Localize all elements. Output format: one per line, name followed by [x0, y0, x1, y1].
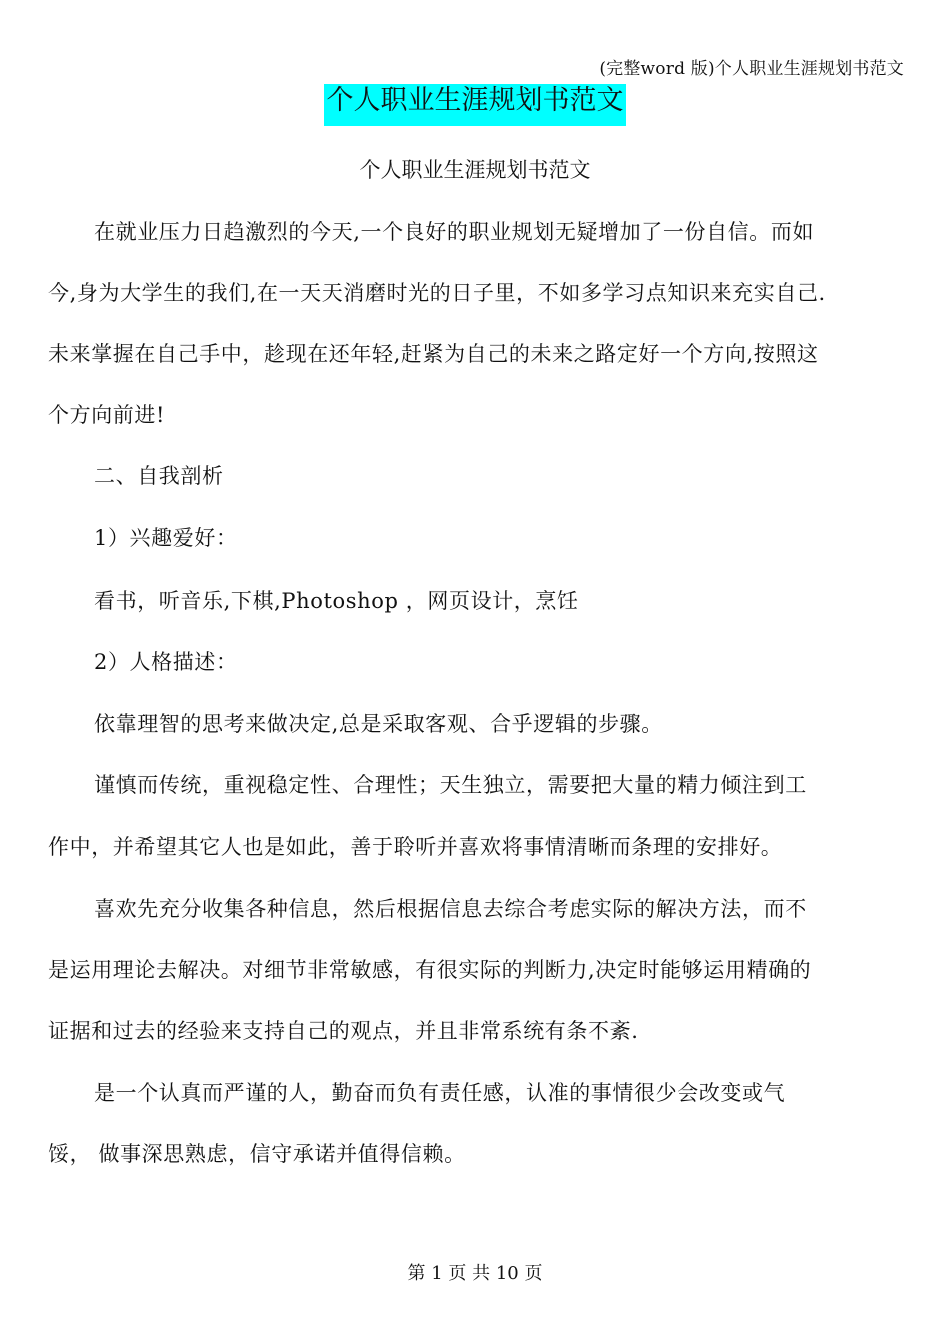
subsection-heading: 2）人格描述：: [94, 650, 238, 674]
paragraph-line: 作中，并希望其它人也是如此，善于聆听并喜欢将事情清晰而条理的安排好。: [48, 835, 783, 859]
running-header: (完整word 版)个人职业生涯规划书范文: [599, 59, 904, 79]
document-subtitle: 个人职业生涯规划书范文: [359, 158, 591, 182]
subsection-heading: 1）兴趣爱好：: [94, 526, 238, 550]
document-title: 个人职业生涯规划书范文: [324, 84, 626, 126]
paragraph-line: 个方向前进!: [48, 403, 166, 427]
paragraph-line: 未来掌握在自己手中，趁现在还年轻,赶紧为自己的未来之路定好一个方向,按照这: [48, 342, 819, 366]
paragraph-line: 谨慎而传统，重视稳定性、合理性；天生独立，需要把大量的精力倾注到工: [94, 773, 807, 797]
paragraph-line: 喜欢先充分收集各种信息，然后根据信息去综合考虑实际的解决方法，而不: [94, 897, 807, 921]
page-number-footer: 第 1 页 共 10 页: [407, 1263, 543, 1284]
paragraph-line: 今,身为大学生的我们,在一天天消磨时光的日子里，不如多学习点知识来充实自己.: [48, 281, 826, 305]
paragraph-line: 看书，听音乐,下棋,Photoshop ，网页设计，烹饪: [94, 589, 579, 613]
paragraph-line: 是运用理论去解决。对细节非常敏感，有很实际的判断力,决定时能够运用精确的: [48, 958, 812, 982]
paragraph-line: 证据和过去的经验来支持自己的观点，并且非常系统有条不紊.: [48, 1019, 639, 1043]
paragraph-line: 在就业压力日趋激烈的今天,一个良好的职业规划无疑增加了一份自信。而如: [94, 220, 815, 244]
paragraph-line: 是一个认真而严谨的人，勤奋而负有责任感，认准的事情很少会改变或气: [94, 1081, 786, 1105]
paragraph-line: 馁， 做事深思熟虑，信守承诺并值得信赖。: [48, 1142, 466, 1166]
paragraph-line: 依靠理智的思考来做决定,总是采取客观、合乎逻辑的步骤。: [94, 712, 663, 736]
section-heading: 二、自我剖析: [94, 464, 224, 488]
